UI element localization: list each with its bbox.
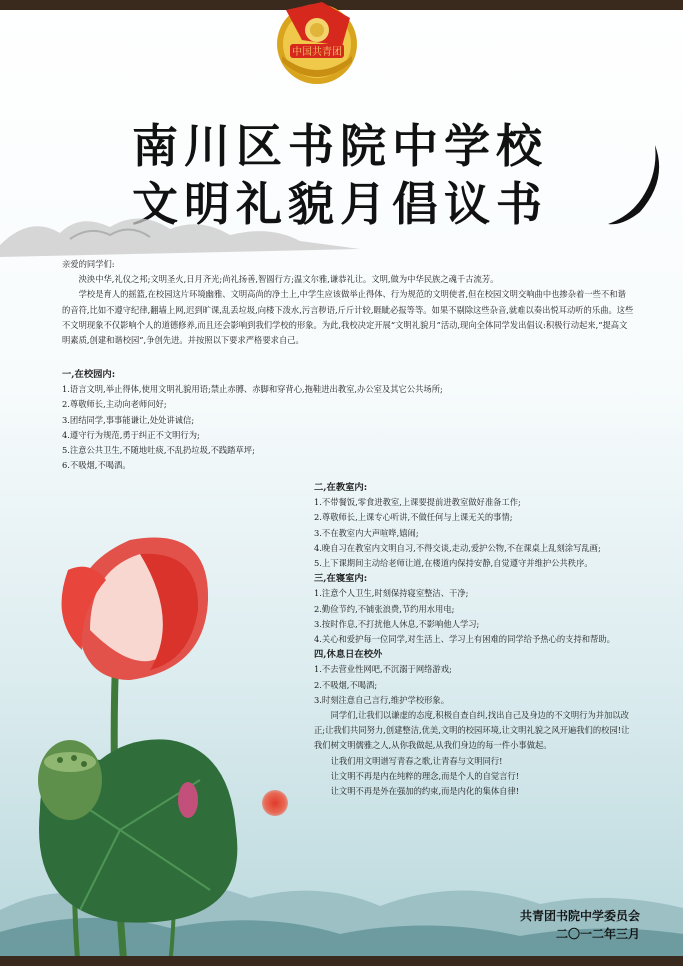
closing-slogan: 让文明不再是外在强加的约束,而是内化的集体自律! [330, 786, 520, 797]
intro-block [62, 257, 634, 348]
section-campus [62, 367, 582, 473]
list-item: 5.注意公共卫生,不随地吐痰,不乱扔垃圾,不践踏草坪; [62, 445, 255, 456]
greeting: 亲爱的同学们: [62, 259, 115, 269]
signature-date: 二〇一二年三月 [555, 927, 640, 941]
list-item: 4.晚自习在教室内文明自习,不得交谈,走动,爱护公物,不在课桌上乱刻涂写乱画; [314, 542, 601, 553]
youth-league-emblem-icon [262, 0, 372, 92]
section-heading: 三,在寝室内: [314, 573, 368, 585]
list-item: 2.尊敬师长,主动向老师问好; [62, 399, 167, 410]
section-heading: 一,在校园内: [62, 369, 116, 380]
list-item: 1.语言文明,举止得体,使用文明礼貌用语;禁止赤膊、赤脚和穿背心,拖鞋进出教室,办公室及其它公共场所; [62, 384, 443, 395]
section-heading: 四,休息日在校外 [314, 649, 383, 661]
list-item: 3.按时作息,不打扰他人休息,不影响他人学习; [314, 618, 480, 629]
list-item: 4.关心和爱护每一位同学,对生活上、学习上有困难的同学给予热心的支持和帮助。 [314, 634, 615, 645]
list-item: 1.不去营业性网吧,不沉溺于网络游戏; [314, 664, 452, 675]
list-item: 4.遵守行为规范,勇于纠正不文明行为; [62, 429, 200, 440]
list-item: 3.时刻注意自己言行,维护学校形象。 [314, 694, 450, 705]
list-item: 2.尊敬师长,上课专心听讲,不做任何与上课无关的事情; [314, 512, 513, 523]
right-column [314, 480, 636, 799]
intro-paragraph: 学校是育人的摇篮,在校园这片环境幽雅、文明高尚的净土上,中学生应该做举止得体、行为规范的文明使者,但在校园文明交响曲中也掺杂着一些不和谐的音符,比如不遵守纪律,翻墙上网,迟到旷课,乱丢垃圾,向楼下泼水,污言秽语,斤斤计较,睚眦必报等等。如果不剔除这些杂音,就难以奏出悦耳动听的乐曲。这些不文明现象不仅影响个人的道德修养,而且还会影响到我们学校的形象。为此,我校决定开展“文明礼貌月”活动,现向全体同学发出倡议:积极行动起来,“提高文明素质,创建和谐校园”,争创先进。并按照以下要求严格要求自己。 [62, 289, 634, 346]
brush-stroke-decoration [600, 140, 670, 230]
list-item: 2.不吸烟,不喝酒; [314, 679, 378, 690]
intro-paragraph: 泱泱中华,礼仪之邦;文明圣火,日月齐光;尚礼扬善,智圆行方;温文尔雅,谦恭礼让。文明,做为中华民族之魂千古流芳。 [78, 274, 499, 285]
red-sun-decoration [262, 790, 288, 816]
list-item: 2.勤俭节约,不铺张浪费,节约用水用电; [314, 603, 455, 614]
title-line-1: 南川区书院中学校 [132, 119, 548, 173]
closing-paragraph: 同学们,让我们以谦虚的态度,积极自查自纠,找出自己及身边的不文明行为并加以改正;让我们共同努力,创建整洁,优美,文明的校园环境,让文明礼貌之风开遍我们的校园!让我们树文明儒雅之人,从你我做起,从我们身边的每一件小事做起。 [314, 710, 630, 751]
closing-slogan: 让文明不再是内在纯粹的理念,而是个人的自觉言行! [330, 770, 520, 781]
emblem-text: 中国共青团 [292, 47, 342, 58]
list-item: 1.注意个人卫生,时刻保持寝室整洁、干净; [314, 588, 469, 599]
section-heading: 二,在教室内: [314, 482, 368, 493]
list-item: 6.不吸烟,不喝酒。 [62, 460, 131, 471]
cloud-decoration [0, 205, 360, 265]
list-item: 5.上下课期间主动给老师让道,在楼道内保持安静,自觉遵守并维护公共秩序。 [314, 558, 593, 569]
list-item: 3.团结同学,事事能谦让,处处讲诚信; [62, 414, 195, 425]
list-item: 3.不在教室内大声喧哗,嬉闹; [314, 527, 419, 538]
list-item: 1.不带餐饭,零食进教室,上课要提前进教室做好准备工作; [314, 497, 521, 508]
closing-slogan: 让我们用文明谱写青春之歌,让青春与文明同行! [330, 755, 503, 766]
title-line-2: 文明礼貌月倡议书 [132, 177, 548, 231]
bottom-border [0, 956, 683, 966]
lotus-illustration [20, 530, 260, 966]
signature-organization: 共青团书院中学委员会 [519, 909, 640, 923]
